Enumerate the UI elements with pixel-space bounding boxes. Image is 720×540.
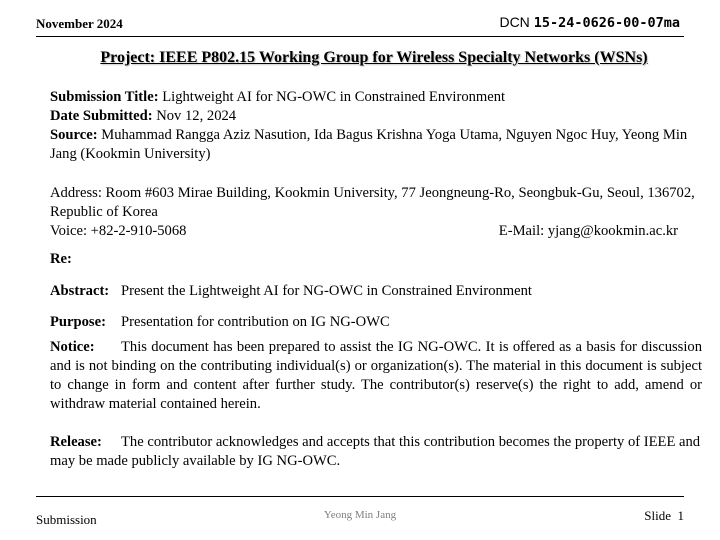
header-dcn xyxy=(499,14,680,31)
submission-title-value: Lightweight AI for NG-OWC in Constrained Environment xyxy=(162,89,506,105)
purpose-value: Presentation for contribution on IG NG-OWC xyxy=(121,314,390,330)
source xyxy=(50,126,702,164)
re-label: Re: xyxy=(50,251,72,267)
re-section xyxy=(50,250,702,269)
release-value: The contributor acknowledges and accepts that this contribution becomes the property of IEEE and may be made publicly available by IG NG-OWC. xyxy=(50,434,701,469)
slide-label: Slide xyxy=(644,508,671,523)
purpose xyxy=(50,313,702,332)
header-divider xyxy=(36,36,684,37)
purpose-label: Purpose: xyxy=(50,314,106,330)
date-submitted xyxy=(50,107,702,126)
slide-value: 1 xyxy=(677,508,684,523)
source-value: Muhammad Rangga Aziz Nasution, Ida Bagus Krishna Yoga Utama, Nguyen Ngoc Huy, Yeong Min Jang (Kookmin University) xyxy=(50,127,688,162)
release-label: Release: xyxy=(50,434,102,450)
footer-divider xyxy=(36,496,684,497)
date-submitted-label: Date Submitted: xyxy=(50,108,153,124)
source-label: Source: xyxy=(50,127,98,143)
address: Address: Room #603 Mirae Building, Kookmin University, 77 Jeongneung-Ro, Seongbuk-Gu, Seoul, 136702, Republic of Korea xyxy=(50,185,695,220)
slide-number xyxy=(644,508,684,524)
dcn-number: 15-24-0626-00-07ma xyxy=(533,15,680,31)
dcn-prefix: DCN xyxy=(499,14,530,30)
email: E-Mail: yjang@kookmin.ac.kr xyxy=(498,223,678,239)
submission-title xyxy=(50,88,702,107)
header-date: November 2024 xyxy=(36,16,123,31)
voice: Voice: +82-2-910-5068 xyxy=(50,223,187,239)
notice-value: This document has been prepared to assist the IG NG-OWC. It is offered as a basis for discussion and is not binding on the contributing individual(s) or organization(s). The material in this document is subject to change in form and content after further study. The contributor(s) reserve(s) the right to add, amend or withdraw material contained herein. xyxy=(50,339,702,412)
abstract xyxy=(50,282,702,301)
release xyxy=(50,433,702,471)
date-submitted-value: Nov 12, 2024 xyxy=(156,108,237,124)
submission-title-label: Submission Title: xyxy=(50,89,159,105)
abstract-label: Abstract: xyxy=(50,283,110,299)
notice xyxy=(50,338,702,414)
contact-line xyxy=(50,222,702,241)
notice-label: Notice: xyxy=(50,339,95,355)
project-title: Project: IEEE P802.15 Working Group for Wireless Specialty Networks (WSNs) xyxy=(100,49,648,66)
footer-author: Yeong Min Jang xyxy=(323,509,397,521)
footer-submission: Submission xyxy=(36,512,97,527)
abstract-value: Present the Lightweight AI for NG-OWC in Constrained Environment xyxy=(121,283,532,299)
